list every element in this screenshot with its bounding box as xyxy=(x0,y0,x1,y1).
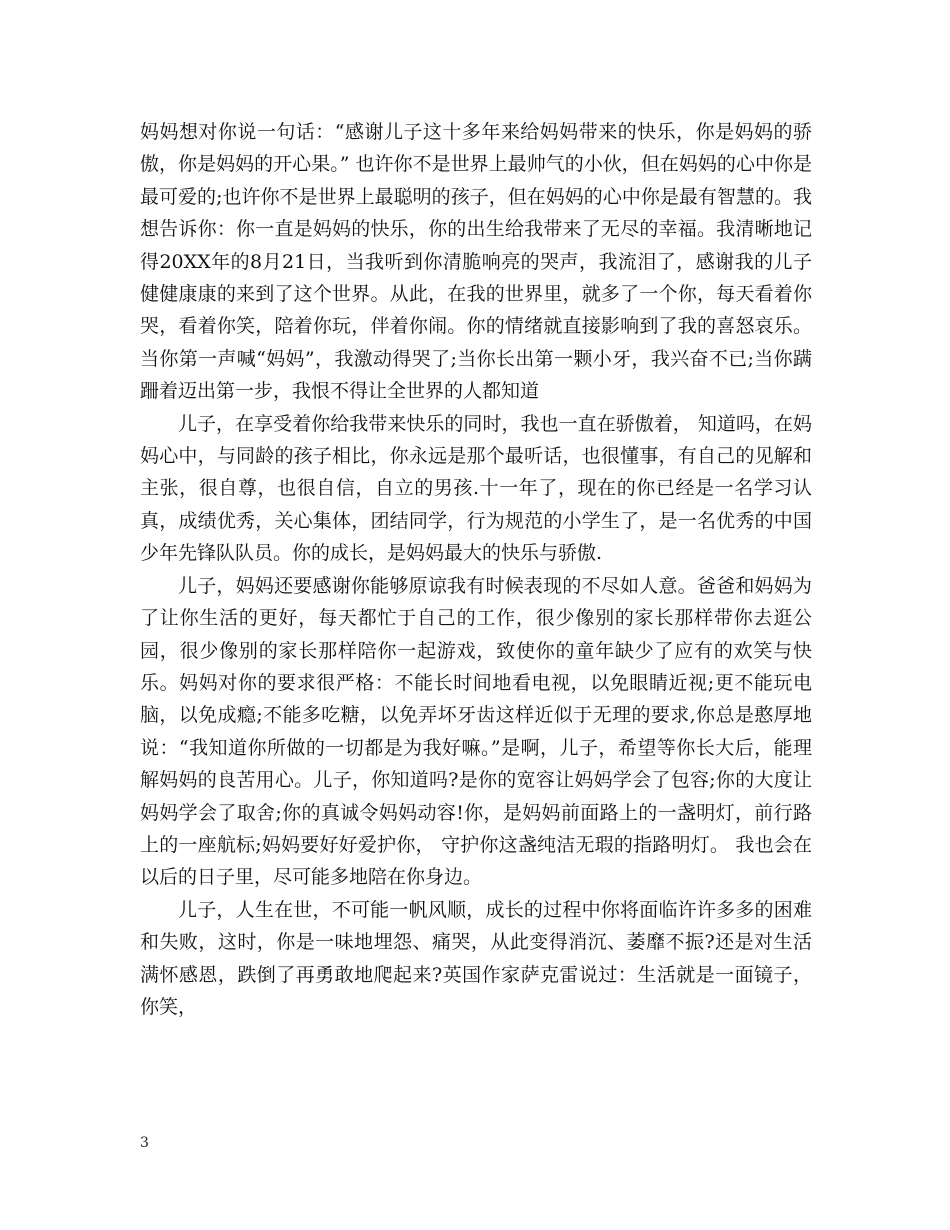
page-number: 3 xyxy=(140,1135,149,1151)
paragraph-2: 儿子，在享受着你给我带来快乐的同时，我也一直在骄傲着， 知道吗，在妈妈心中，与同龄的孩子相比，你永远是那个最听话，也很懂事，有自己的见解和主张，很自尊，也很自信，自立的男孩.十一年了，现在的你已经是一名学习认真，成绩优秀，关心集体，团结同学，行为规范的小学生了，是一名优秀的中国少年先锋队队员。你的成长，是妈妈最大的快乐与骄傲. xyxy=(140,412,812,565)
paragraph-4: 儿子，人生在世，不可能一帆风顺，成长的过程中你将面临许许多多的困难和失败，这时，你是一味地埋怨、痛哭，从此变得消沉、萎靡不振?还是对生活满怀感恩，跌倒了再勇敢地爬起来?英国作家萨克雷说过：生活就是一面镜子，你笑， xyxy=(140,898,812,1018)
document-body xyxy=(140,116,812,1023)
paragraph-3: 儿子，妈妈还要感谢你能够原谅我有时候表现的不尽如人意。爸爸和妈妈为了让你生活的更好，每天都忙于自己的工作，很少像别的家长那样带你去逛公园，很少像别的家长那样陪你一起游戏，致使你的童年缺少了应有的欢笑与快乐。妈妈对你的要求很严格：不能长时间地看电视，以免眼睛近视;更不能玩电脑，以免成瘾;不能多吃糖，以免弄坏牙齿这样近似于无理的要求,你总是憨厚地说：“我知道你所做的一切都是为我好嘛。”是啊，儿子，希望等你长大后，能理解妈妈的良苦用心。儿子，你知道吗?是你的宽容让妈妈学会了包容;你的大度让妈妈学会了取舍;你的真诚令妈妈动容!你，是妈妈前面路上的一盏明灯，前行路上的一座航标;妈妈要好好爱护你， 守护你这盏纯洁无瑕的指路明灯。 我也会在以后的日子里，尽可能多地陪在你身边。 xyxy=(140,574,812,889)
paragraph-1: 妈妈想对你说一句话：“感谢儿子这十多年来给妈妈带来的快乐，你是妈妈的骄傲，你是妈妈的开心果。” 也许你不是世界上最帅气的小伙，但在妈妈的心中你是最可爱的;也许你不是世界上最聪明的孩子，但在妈妈的心中你是最有智慧的。我想告诉你：你一直是妈妈的快乐，你的出生给我带来了无尽的幸福。我清晰地记得20XX年的8月21日，当我听到你清脆响亮的哭声，我流泪了，感谢我的儿子健健康康的来到了这个世界。从此，在我的世界里，就多了一个你，每天看着你哭，看着你笑，陪着你玩，伴着你闹。你的情绪就直接影响到了我的喜怒哀乐。当你第一声喊“妈妈”，我激动得哭了;当你长出第一颗小牙，我兴奋不已;当你蹒跚着迈出第一步，我恨不得让全世界的人都知道 xyxy=(140,121,812,403)
